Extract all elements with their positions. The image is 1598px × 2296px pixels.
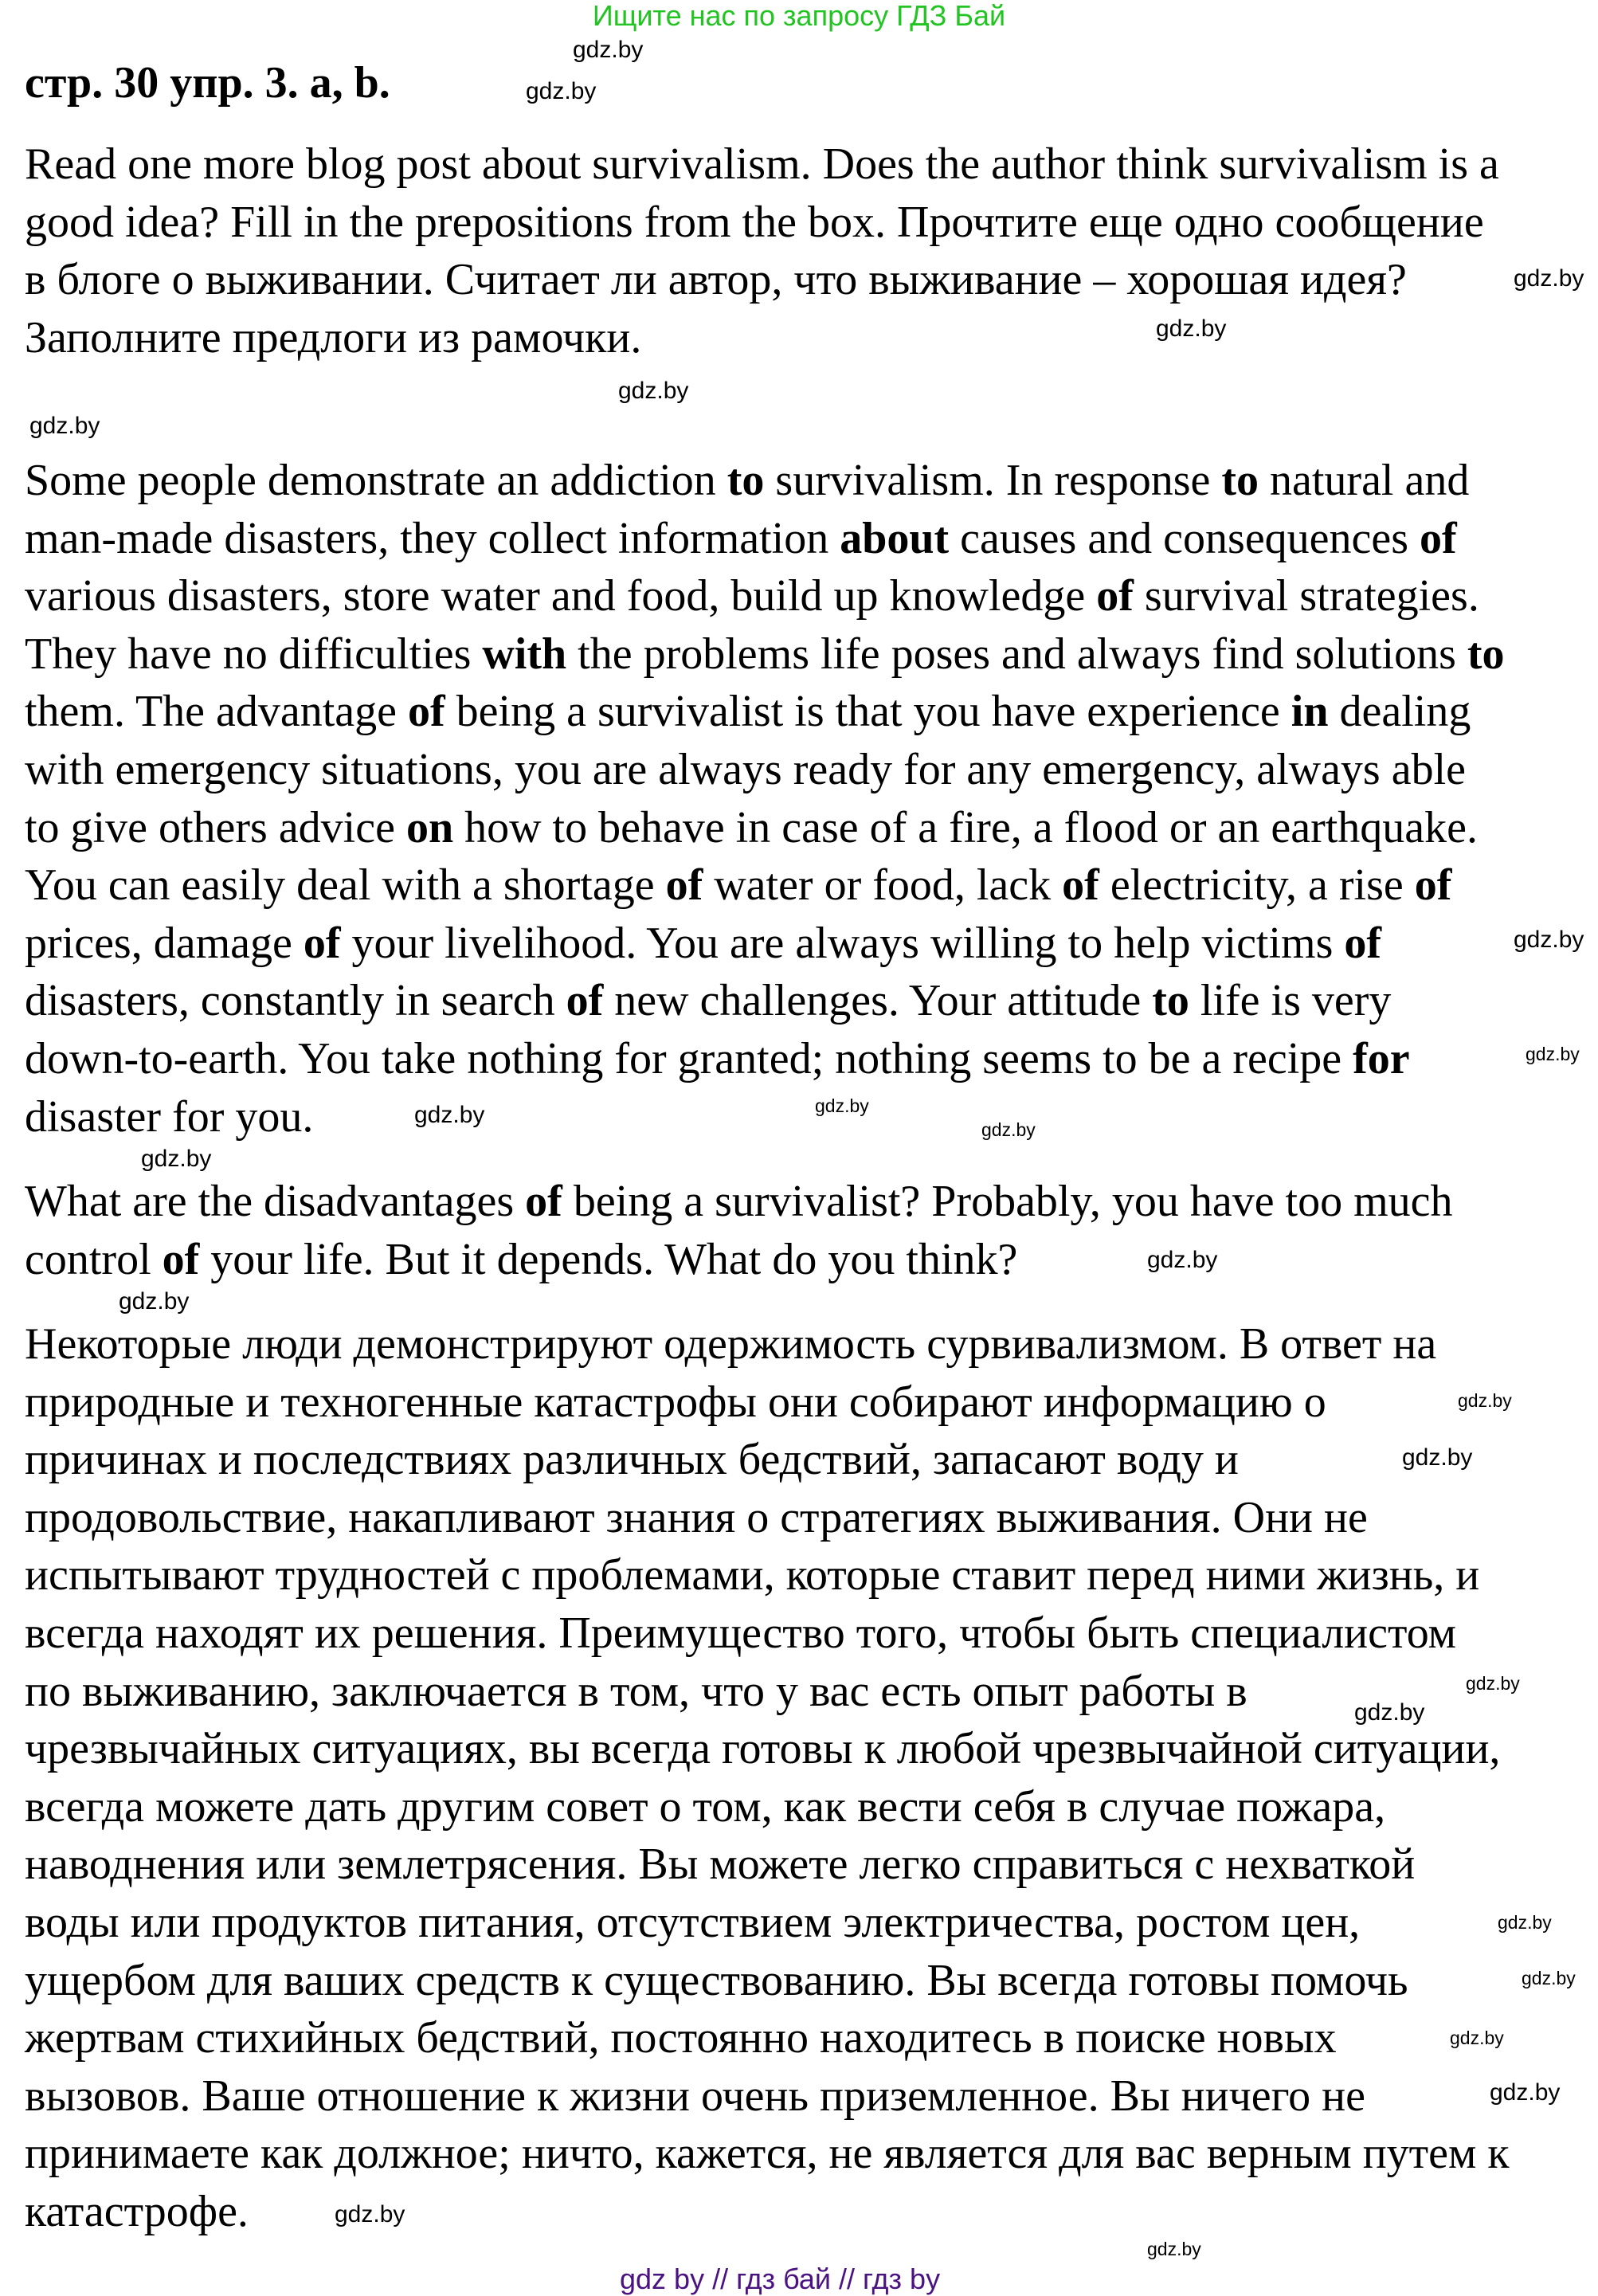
text-line: в блоге о выживании. Считает ли автор, что выживание – хорошая идея? [25,255,1407,305]
watermark: gdz.by [335,2201,405,2227]
watermark: gdz.by [1402,1444,1473,1471]
text-line: продовольствие, накапливают знания о стратегиях выживания. Они не [25,1492,1368,1542]
text-line: down-to-earth. You take nothing for granted; nothing seems to be a recipe for [25,1033,1410,1083]
preposition-answer: to [727,456,765,505]
preposition-answer: of [1420,513,1457,563]
answer-text-part1 [25,452,1505,1146]
watermark: gdz.by [1514,927,1584,953]
watermark: gdz.by [141,1146,212,1172]
answer-text-part2 [25,1173,1453,1288]
watermark: gdz.by [1498,1912,1552,1933]
preposition-answer: to [1152,976,1189,1026]
preposition-answer: of [1414,860,1452,911]
translation-text [25,1315,1510,2241]
preposition-answer: of [525,1177,562,1226]
text-line: принимаете как должное; ничто, кажется, не является для вас верным путем к [25,2129,1510,2179]
text-line: them. The advantage of being a survivalist is that you have experience in dealing [25,687,1471,737]
watermark: gdz.by [815,1095,869,1116]
watermark: gdz.by [1156,315,1227,342]
watermark: gdz.by [618,378,689,404]
text-line: They have no difficulties with the problems life poses and always find solutions to [25,629,1505,679]
text-line: What are the disadvantages of being a survivalist? Probably, you have too much [25,1177,1453,1226]
text-line: with emergency situations, you are always ready for any emergency, always able [25,744,1466,794]
text-line: всегда находят их решения. Преимущество того, чтобы быть специалистом [25,1608,1457,1658]
text-line: control of your life. But it depends. What do you think? [25,1234,1018,1284]
preposition-answer: to [1467,629,1505,679]
text-line: причинах и последствиях различных бедствий, запасают воду и [25,1435,1239,1485]
preposition-answer: of [408,687,445,737]
text-line: disaster for you. [25,1091,314,1142]
watermark: gdz.by [1450,2028,1504,2048]
preposition-answer: of [303,918,341,968]
text-line: to give others advice on how to behave in case of a fire, a flood or an earthquake. [25,802,1479,852]
task-text [25,135,1499,366]
text-line: good idea? Fill in the prepositions from the box. Прочтите еще одно сообщение [25,197,1484,247]
watermark: gdz.by [1526,1044,1580,1064]
preposition-answer: of [566,976,604,1026]
preposition-answer: with [482,629,567,679]
text-line: various disasters, store water and food, build up knowledge of survival strategies. [25,571,1479,621]
text-line: man-made disasters, they collect information about causes and consequences of [25,513,1457,563]
text-line: наводнения или землетрясения. Вы можете легко справиться с нехваткой [25,1840,1416,1890]
preposition-answer: on [405,802,454,852]
watermark: gdz.by [573,37,644,63]
watermark: gdz.by [981,1119,1036,1140]
text-line: природные и техногенные катастрофы они собирают информацию о [25,1377,1326,1427]
watermark: gdz.by [29,413,100,439]
text-line: чрезвычайных ситуациях, вы всегда готовы к любой чрезвычайной ситуации, [25,1724,1501,1774]
page-title: стр. 30 упр. 3. a, b. [25,58,390,108]
preposition-answer: of [1096,571,1134,621]
watermark: gdz.by [414,1102,485,1128]
text-line: жертвам стихийных бедствий, постоянно находитесь в поиске новых [25,2013,1337,2063]
preposition-answer: of [1344,918,1382,968]
watermark: gdz.by [1458,1390,1512,1411]
watermark: gdz.by [119,1288,190,1315]
text-line: испытывают трудностей с проблемами, которые ставит перед ними жизнь, и [25,1550,1480,1601]
text-line: Read one more blog post about survivalism. Does the author think survivalism is a [25,139,1499,189]
text-line: по выживанию, заключается в том, что у вас есть опыт работы в [25,1666,1247,1716]
text-line: воды или продуктов питания, отсутствием электричества, ростом цен, [25,1897,1361,1947]
preposition-answer: in [1291,687,1329,737]
preposition-answer: of [162,1234,200,1284]
text-line: disasters, constantly in search of new challenges. Your attitude to life is very [25,976,1392,1026]
preposition-answer: for [1353,1033,1410,1083]
preposition-answer: to [1221,456,1259,505]
text-line: вызовов. Ваше отношение к жизни очень приземленное. Вы ничего не [25,2071,1365,2121]
text-line: всегда можете дать другим совет о том, как вести себя в случае пожара, [25,1781,1386,1832]
text-line: prices, damage of your livelihood. You are always willing to help victims of [25,918,1382,968]
text-line: You can easily deal with a shortage of water or food, lack of electricity, a rise of [25,860,1452,911]
text-line: Заполните предлоги из рамочки. [25,312,642,362]
preposition-answer: of [665,860,703,911]
watermark: gdz.by [1466,1673,1520,1694]
watermark: gdz.by [1147,1247,1218,1273]
watermark: gdz.by [1522,1968,1576,1988]
text-line: Some people demonstrate an addiction to survivalism. In response to natural and [25,456,1470,505]
footer-links: gdz by // гдз бай // гдз by [620,2263,941,2295]
preposition-answer: of [1062,860,1099,911]
preposition-answer: about [840,513,950,563]
text-line: ущербом для ваших средств к существованию. Вы всегда готовы помочь [25,1955,1408,2005]
search-banner: Ищите нас по запросу ГДЗ Бай [592,0,1006,32]
text-line: Некоторые люди демонстрируют одержимость сурвивализмом. В ответ на [25,1319,1437,1369]
watermark: gdz.by [1514,265,1584,292]
text-line: катастрофе. [25,2186,249,2236]
watermark: gdz.by [526,78,597,104]
watermark: gdz.by [1490,2079,1561,2106]
watermark: gdz.by [1354,1699,1425,1726]
watermark: gdz.by [1147,2239,1201,2259]
